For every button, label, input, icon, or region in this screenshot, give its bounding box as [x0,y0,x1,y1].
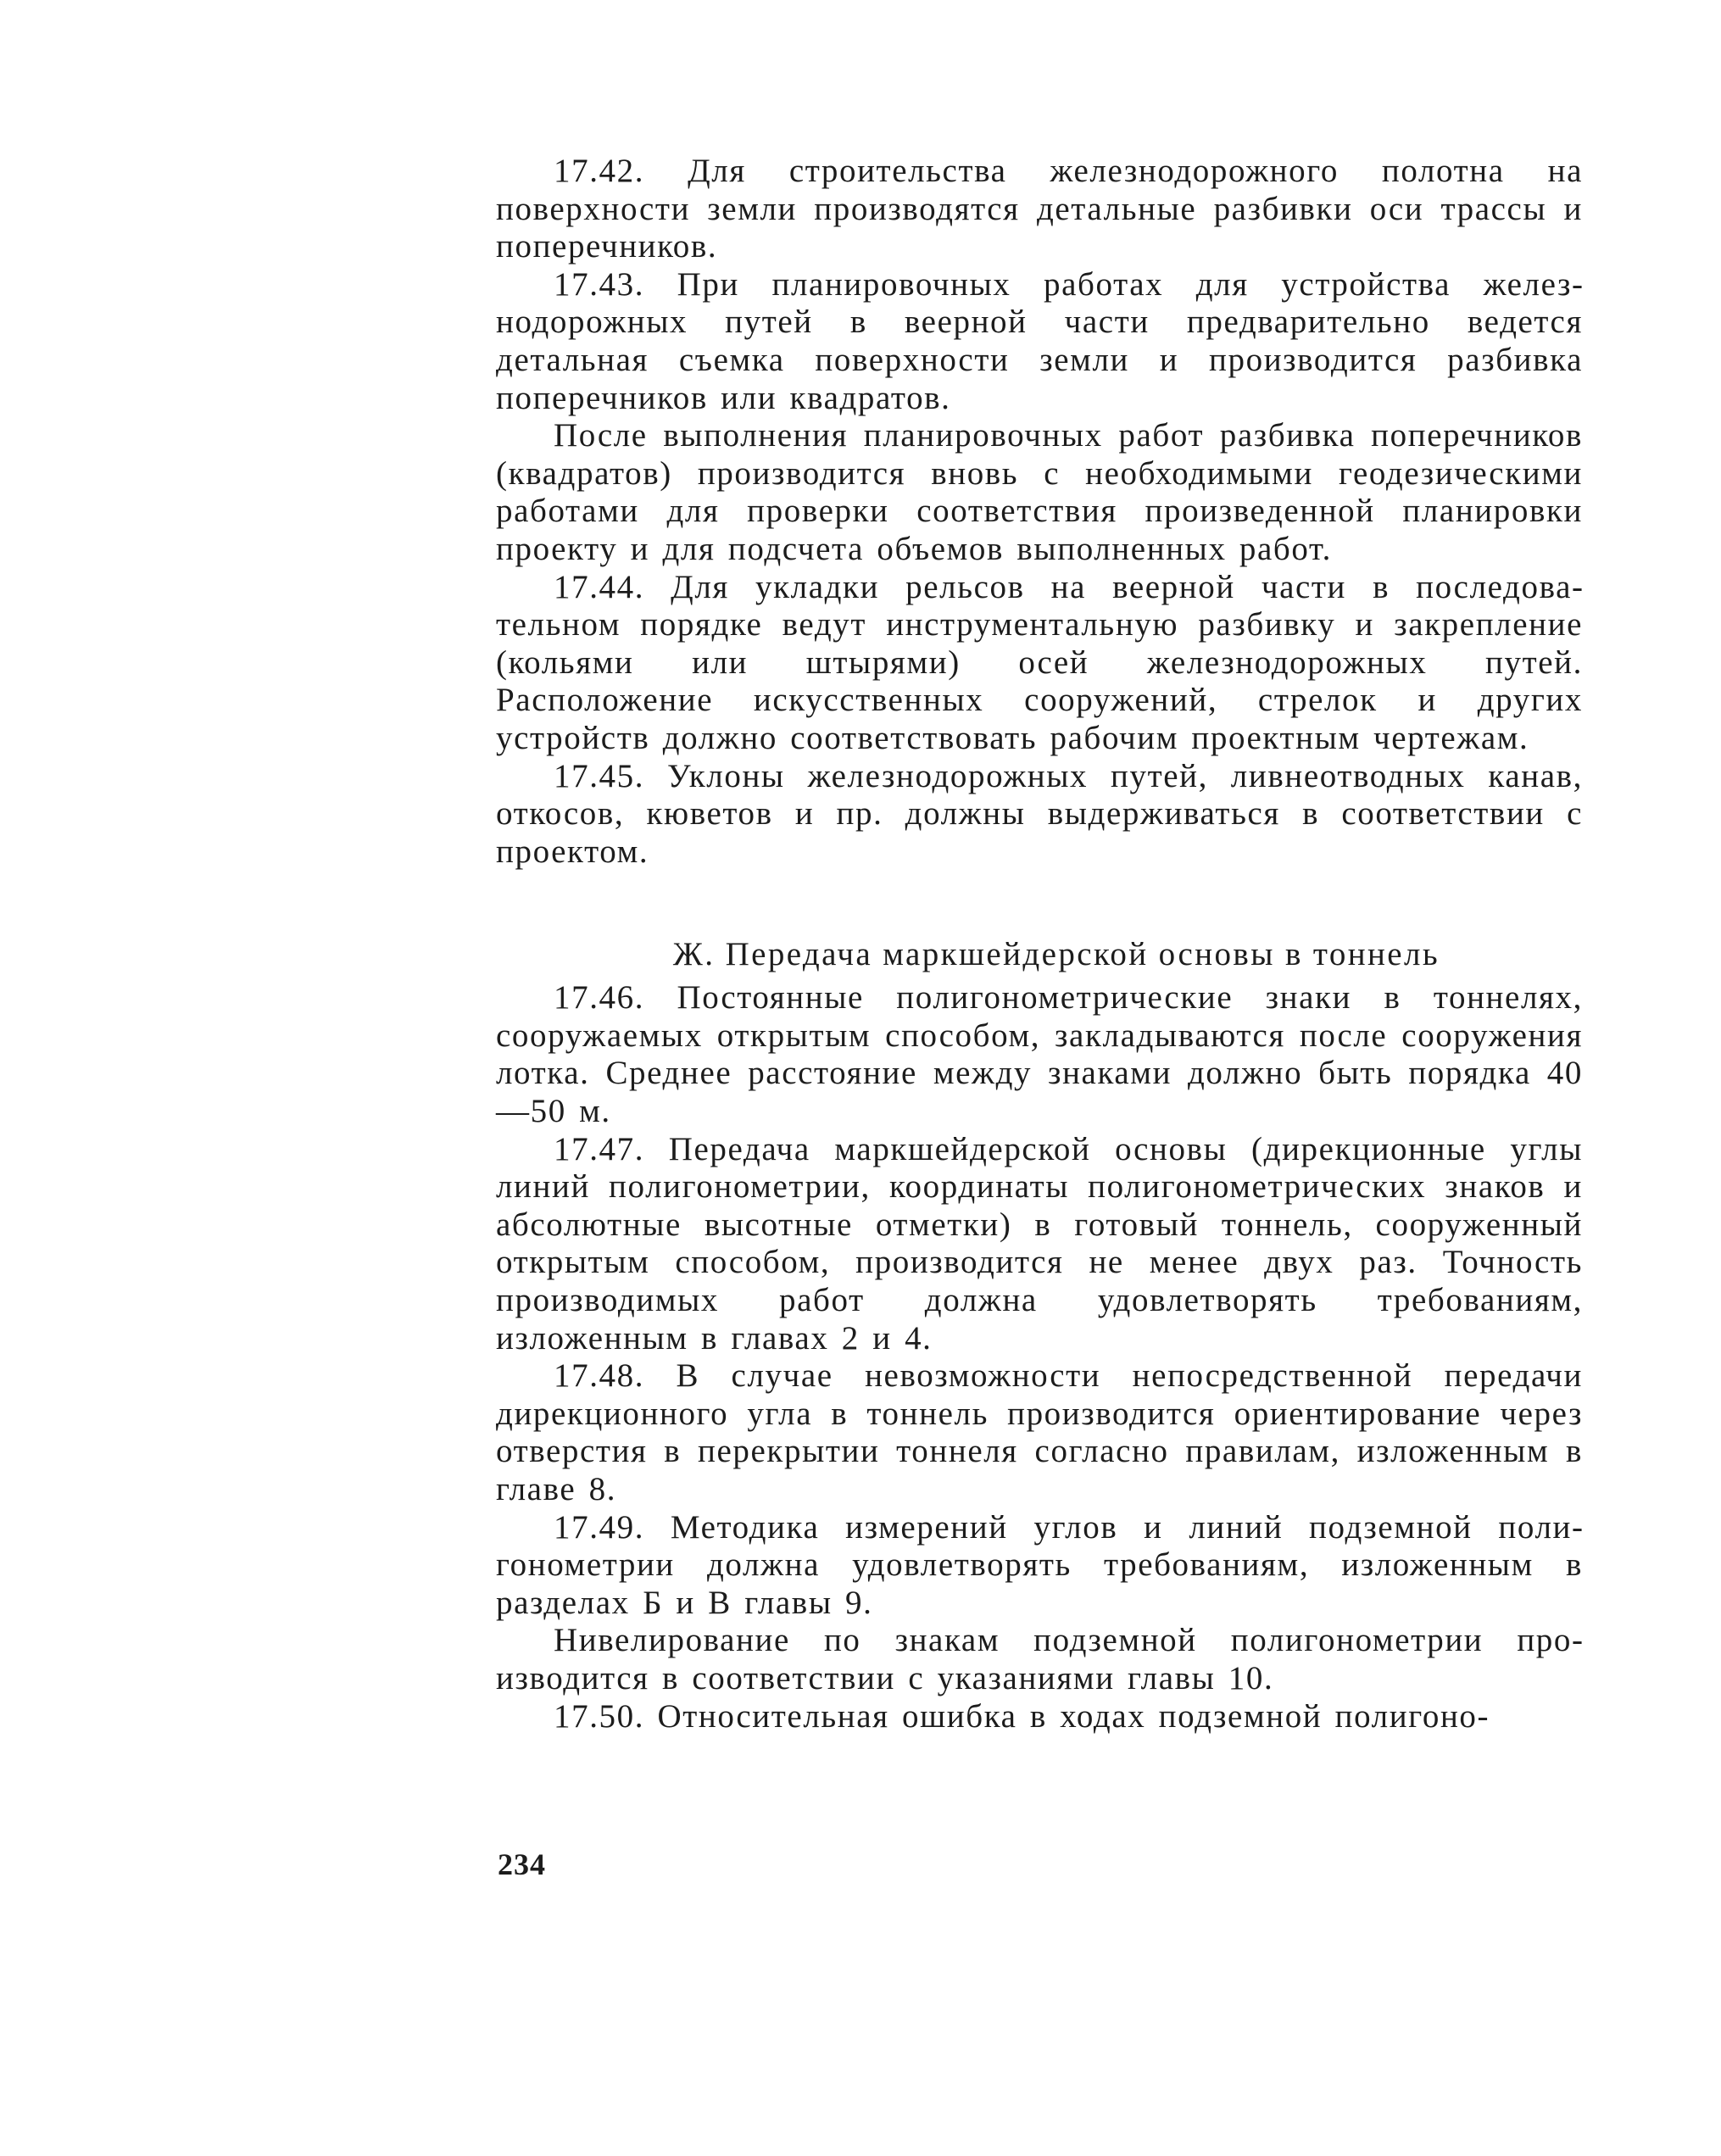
paragraph-17-47: 17.47. Передача маркшейдерской основы (дирекционные углы линий полигонометрии, координаты полигонометрических знаков и абсолютные высотные отметки) в готовый тоннель, сооруженный открытым способом, производится не менее двух раз. Точность производимых работ должна удовлетворять требованиям, изложенным в главах 2 и 4. [496,1130,1583,1357]
paragraph-17-50: 17.50. Относительная ошибка в ходах подземной полигоно- [554,1697,1490,1735]
paragraph-17-45: 17.45. Уклоны железнодорожных путей, ливнеотводных канав, откосов, кюветов и пр. должны выдерживаться в соответствии с проектом. [496,757,1583,870]
paragraph-17-44: 17.44. Для укладки рельсов на веерной части в последовательном порядке ведут инструментальную разбивку и закрепление (кольями или штырями) осей железнодорожных путей. Расположение искусственных сооружений, стрелок и других устройств должно соответствовать рабочим проектным чертежам. [496,568,1583,756]
paragraph-17-49: 17.49. Методика измерений углов и линий подземной полигонометрии должна удовлетворять требованиям, изложенным в разделах Б и В главы 9. [496,1508,1583,1621]
paragraph-17-48: 17.48. В случае невозможности непосредственной передачи дирекционного угла в тоннель производится ориентирование через отверстия в перекрытии тоннеля согласно правилам, изложенным в главе 8. [496,1357,1583,1507]
paragraph-17-49-continued: Нивелирование по знакам подземной полигонометрии производится в соответствии с указаниями главы 10. [496,1622,1583,1696]
page-body [496,153,1583,1735]
paragraph-17-43-continued: После выполнения планировочных работ разбивка поперечников (квадратов) производится вновь с необходимыми геодезическими работами для проверки соответствия произведенной планировки проекту и для подсчета объемов выполненных работ. [496,417,1583,567]
paragraph-17-46: 17.46. Постоянные полигонометрические знаки в тоннелях, сооружаемых открытым способом, закладываются после сооружения лотка. Среднее расстояние между знаками должно быть порядка 40—50 м. [496,979,1583,1130]
page-number: 234 [498,1847,546,1881]
section-heading: Ж. Передача маркшейдерской основы в тоннель [672,936,1440,973]
paragraph-17-42: 17.42. Для строительства железнодорожного полотна на поверхности земли производятся детальные разбивки оси трассы и поперечников. [496,153,1583,265]
paragraph-17-43: 17.43. При планировочных работах для устройства железнодорожных путей в веерной части предварительно ведется детальная съемка поверхности земли и производится разбивка поперечников или квадратов. [496,265,1583,416]
